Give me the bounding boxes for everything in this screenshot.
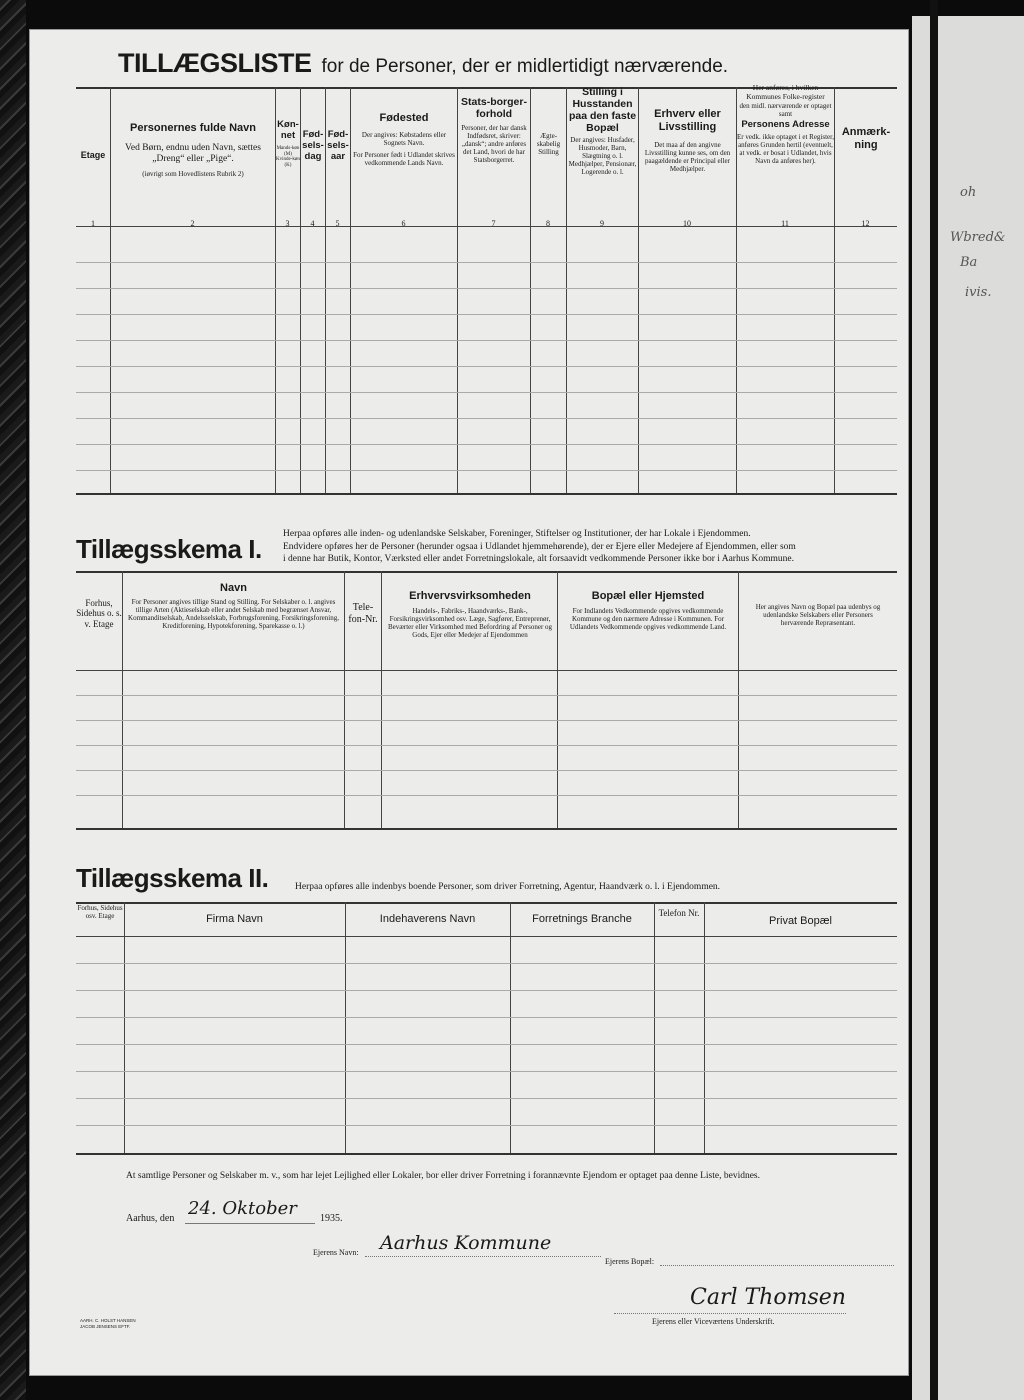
s2-col-owner: Indehaverens Navn xyxy=(379,913,476,925)
date-handwritten: 24. Oktober xyxy=(188,1198,297,1219)
skema-1-intro xyxy=(283,528,898,566)
col-name-note2: (iøvrigt som Hovedlistens Rubrik 2) xyxy=(142,170,244,179)
col-etage: Etage xyxy=(80,150,106,160)
col-registry xyxy=(737,84,834,165)
col-name-note: Ved Børn, endnu uden Navn, sættes „Dreng“ eller „Pige“. xyxy=(125,142,261,164)
owner-name-label: Ejerens Navn: xyxy=(313,1248,359,1257)
s1-col-business-title: Erhvervsvirksomheden xyxy=(409,590,531,602)
col-registry-note: den midl. nærværende er optaget samt xyxy=(739,102,832,119)
col-citizenship-note: Personer, der har dansk Indfødsret, skriver: „dansk“; andre anføres det Land, hvori de har Statsborgerret. xyxy=(461,124,527,165)
col-number: 10 xyxy=(683,219,691,228)
col-number: 4 xyxy=(310,219,315,228)
col-number: 11 xyxy=(781,219,789,228)
col-number: 8 xyxy=(546,219,550,228)
skema-1-intro-line: i denne har Butik, Kontor, Værksted eller andet Forretningslokale, alt forsaavidt vedkommende Personer ikke bor i Aarhus Kommune. xyxy=(283,554,795,564)
col-household-note: Der angives: Husfader, Husmoder, Barn, Slægtning o. l. Medhjælper, Pensionær, Logerende o. l. xyxy=(568,136,637,177)
col-birthplace-note2: For Personer født i Udlandet skrives vedkommende Lands Navn. xyxy=(353,150,455,167)
col-household-title: Stilling i Husstanden paa den faste Bopæl xyxy=(568,86,637,135)
col-marital: Ægte-skabelig Stilling xyxy=(536,132,561,157)
certification-text: At samtlige Personer og Selskaber m. v., som har lejet Lejlighed eller Lokaler, bor eller driver Forretning i forannævnte Ejendom er optaget paa denne Liste, bevidnes. xyxy=(126,1171,760,1181)
col-occupation xyxy=(640,108,735,173)
owner-name-handwritten: Aarhus Kommune xyxy=(380,1232,552,1254)
skema-1-intro-line: Endvidere opføres her de Personer (herunder ogsaa i Udlandet hjemmehørende), der er Ejere eller Medejere af Ejendommen, eller som xyxy=(283,541,796,552)
s1-col-business xyxy=(385,590,555,639)
signature-handwritten: Carl Thomsen xyxy=(690,1285,846,1310)
signature-label: Ejerens eller Viceværtens Underskrift. xyxy=(652,1317,775,1326)
col-registry-title: Her anføres, i hvilken Kommunes Folke-register xyxy=(746,83,825,101)
col-number: 2 xyxy=(190,219,195,228)
col-citizenship-title: Stats-borger-forhold xyxy=(461,96,527,121)
col-remarks: Anmærk-ning xyxy=(841,126,891,151)
s2-col-firm: Firma Navn xyxy=(206,913,263,925)
skema-1-intro-line: Herpaa opføres alle inden- og udenlandske Selskaber, Foreninger, Stiftelser og Institutioner, der har Lokale i Ejendommen. xyxy=(283,529,751,539)
title-subtitle: for de Personer, der er midlertidigt nærværende. xyxy=(321,56,729,77)
col-number: 3 xyxy=(285,219,290,228)
col-gender-note: Mands-køn (M) Kvinde-køn (K) xyxy=(276,145,300,169)
col-birthplace xyxy=(352,112,456,167)
col-birthplace-note: Der angives: Købstadens eller Sognets Navn. xyxy=(361,130,447,147)
place-label: Aarhus, den xyxy=(126,1213,175,1224)
facing-page xyxy=(912,16,1024,1400)
col-registry-address: Personens Adresse xyxy=(741,119,830,131)
page-gutter xyxy=(930,0,938,1400)
col-name-title: Personernes fulde Navn xyxy=(130,122,256,134)
page-title xyxy=(118,48,898,79)
facing-page-handwriting: oh xyxy=(960,185,977,200)
col-birthplace-title: Fødested xyxy=(379,112,429,124)
year: 1935. xyxy=(320,1213,343,1224)
s1-col-name-note: For Personer angives tillige Stand og Stilling. For Selskaber o. l. angives tillige Arten (Aktieselskab eller andet Selskab med begrænset Ansvar, Kommanditselskab, Andelsselskab, Forbrugsforening, Forsikringsforening, Kreditforening, Hypotekforening, Sparekasse o. l.) xyxy=(128,597,339,630)
col-gender-title: Køn-net xyxy=(277,119,299,141)
s1-col-business-note: Handels-, Fabriks-, Haandværks-, Bank-, Forsikringsvirksomhed osv. Læge, Sagfører, Entreprenør, Beværter eller Virksomhed med Befordring af Personer og Gods, Ejer eller Medejer af Ejendommen xyxy=(387,606,553,639)
facing-page-handwriting: ivis. xyxy=(965,285,992,300)
s1-col-name xyxy=(126,582,341,630)
col-birthday: Fød-sels-dag xyxy=(302,129,324,162)
form-page xyxy=(30,30,908,1375)
col-number: 5 xyxy=(335,219,340,228)
col-household-position xyxy=(567,86,638,176)
col-number: 6 xyxy=(401,219,406,228)
s1-col-name-title: Navn xyxy=(220,582,247,594)
title-main: TILLÆGSLISTE xyxy=(118,48,312,78)
col-number: 7 xyxy=(491,219,496,228)
s1-col-phone: Tele-fon-Nr. xyxy=(348,602,378,625)
col-number: 12 xyxy=(861,219,870,228)
col-gender xyxy=(276,120,300,169)
col-birthyear: Fød-sels-aar xyxy=(327,129,349,162)
s1-col-residence-note: For Indlandets Vedkommende opgives vedkommende Kommune og den nærmere Adresse i Kommunen. For Udlandets Vedkommende opgives vedkommende Land. xyxy=(569,606,727,631)
col-citizenship xyxy=(459,96,529,164)
col-number: 1 xyxy=(91,219,95,228)
s1-col-residence xyxy=(560,590,736,631)
s2-col-private-address: Privat Bopæl xyxy=(769,915,832,927)
col-registry-note2: Er vedk. ikke optaget i et Register, anføres Grunden hertil (eventuelt, at vedk. er bosat i Udlandet, hvis Navn da anføres her). xyxy=(737,133,834,166)
book-binding xyxy=(0,0,26,1400)
col-number: 9 xyxy=(600,219,604,228)
owner-address-label: Ejerens Bopæl: xyxy=(605,1257,655,1266)
s2-col-branch: Forretnings Branche xyxy=(532,913,632,925)
s2-col-phone: Telefon Nr. xyxy=(658,908,700,918)
facing-page-handwriting: Ba xyxy=(960,255,978,270)
skema-1-title: Tillægsskema I. xyxy=(76,534,262,564)
s1-col-residence-title: Bopæl eller Hjemsted xyxy=(591,590,705,602)
facing-page-handwriting: Wbred& xyxy=(950,230,1006,245)
s1-col-etage: Forhus, Sidehus o. s. v. Etage xyxy=(76,598,122,629)
skema-2-intro: Herpaa opføres alle indenbys boende Personer, som driver Forretning, Agentur, Haandværk o. l. i Ejendommen. xyxy=(295,882,721,892)
col-occupation-title: Erhverv eller Livsstilling xyxy=(654,108,721,133)
skema-2-title: Tillægsskema II. xyxy=(76,863,269,893)
s1-col-representative: Her angives Navn og Bopæl paa udenbys og udenlandske Selskabers eller Personers herværende Repræsentant. xyxy=(755,603,881,628)
printer-imprint: AARH. C. HOLST HANSEN JACOB JENSENS EFTF. xyxy=(80,1318,136,1329)
s2-col-etage: Forhus, Sidehus osv. Etage xyxy=(77,904,123,921)
col-occupation-note: Det maa af den angivne Livsstilling kunne ses, om den paagældende er Principal eller Medhjælper. xyxy=(644,141,731,174)
col-name xyxy=(114,122,272,179)
